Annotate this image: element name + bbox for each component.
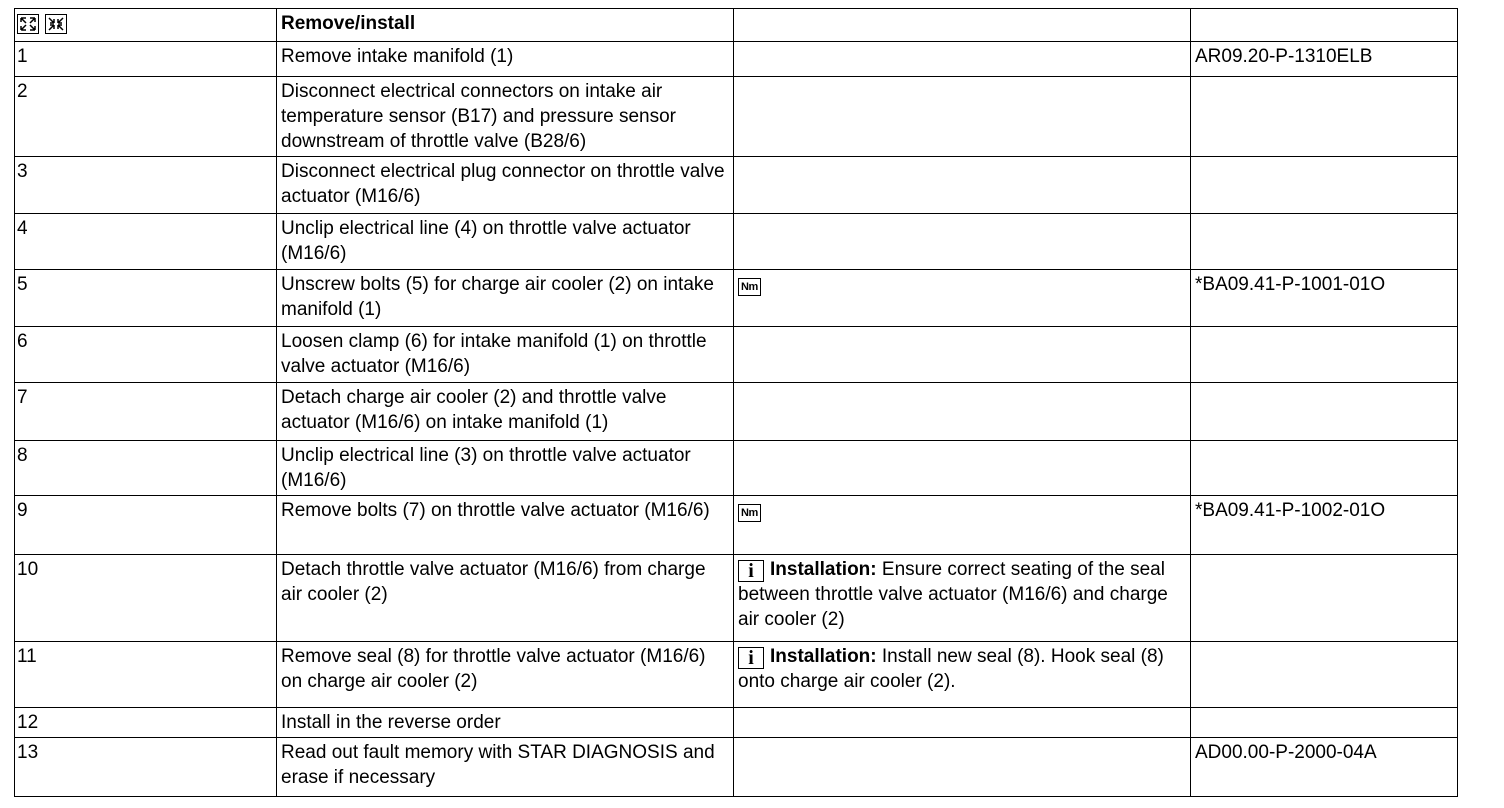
procedure-table: [14, 8, 1458, 797]
note-text: Install new seal (8). Hook seal (8) onto charge air cooler (2).: [738, 646, 1164, 692]
step-instruction: Remove bolts (7) on throttle valve actuator (M16/6): [277, 496, 734, 555]
step-instruction: Disconnect electrical plug connector on throttle valve actuator (M16/6): [277, 157, 734, 214]
torque-nm-icon[interactable]: Nm: [738, 504, 761, 522]
step-reference-cell: [1191, 496, 1458, 555]
header-empty-cell: [1191, 9, 1458, 42]
step-number: 5: [15, 270, 277, 327]
step-number: 7: [15, 383, 277, 441]
step-number: 1: [15, 42, 277, 77]
step-note-cell: [734, 42, 1191, 77]
step-row: [15, 327, 1458, 383]
step-note-cell: [734, 383, 1191, 441]
step-instruction: Unclip electrical line (4) on throttle valve actuator (M16/6): [277, 214, 734, 270]
step-number: 6: [15, 327, 277, 383]
step-reference-cell: [1191, 214, 1458, 270]
step-reference-cell: [1191, 42, 1458, 77]
step-reference-cell: [1191, 77, 1458, 157]
step-note-cell: [734, 214, 1191, 270]
expand-all-icon[interactable]: [17, 14, 39, 34]
note-text: Ensure correct seating of the seal between throttle valve actuator (M16/6) and charge air cooler (2): [738, 559, 1168, 630]
step-row: [15, 441, 1458, 496]
step-row: [15, 270, 1458, 327]
header-title: Remove/install: [277, 9, 734, 42]
step-row: [15, 642, 1458, 708]
step-reference-cell: [1191, 642, 1458, 708]
step-number: 9: [15, 496, 277, 555]
header-row: [15, 9, 1458, 42]
step-note-cell: [734, 270, 1191, 327]
step-instruction: Detach charge air cooler (2) and throttle valve actuator (M16/6) on intake manifold (1): [277, 383, 734, 441]
step-number: 13: [15, 738, 277, 797]
note-label: Installation:: [770, 559, 877, 580]
step-reference-cell: [1191, 555, 1458, 642]
step-instruction: Install in the reverse order: [277, 708, 734, 738]
step-row: [15, 214, 1458, 270]
step-note-cell: [734, 327, 1191, 383]
step-instruction: Detach throttle valve actuator (M16/6) from charge air cooler (2): [277, 555, 734, 642]
step-note-cell: [734, 708, 1191, 738]
step-row: [15, 555, 1458, 642]
step-note-cell: [734, 555, 1191, 642]
step-note-cell: [734, 157, 1191, 214]
step-instruction: Remove seal (8) for throttle valve actuator (M16/6) on charge air cooler (2): [277, 642, 734, 708]
document-reference-link[interactable]: *BA09.41-P-1001-01O: [1195, 274, 1386, 295]
document-reference-link[interactable]: *BA09.41-P-1002-01O: [1195, 500, 1386, 521]
step-reference-cell: [1191, 383, 1458, 441]
step-instruction: Remove intake manifold (1): [277, 42, 734, 77]
step-instruction: Read out fault memory with STAR DIAGNOSIS and erase if necessary: [277, 738, 734, 797]
step-note-cell: [734, 441, 1191, 496]
step-row: [15, 77, 1458, 157]
step-reference-cell: [1191, 327, 1458, 383]
step-row: [15, 42, 1458, 77]
header-icons-cell: [15, 9, 277, 42]
step-instruction: Unclip electrical line (3) on throttle valve actuator (M16/6): [277, 441, 734, 496]
note-label: Installation:: [770, 646, 877, 667]
step-row: [15, 157, 1458, 214]
document-reference-link[interactable]: AD00.00-P-2000-04A: [1195, 742, 1377, 763]
info-icon: i: [738, 647, 764, 669]
step-number: 11: [15, 642, 277, 708]
header-empty-cell: [734, 9, 1191, 42]
step-reference-cell: [1191, 441, 1458, 496]
step-note-cell: [734, 642, 1191, 708]
step-note-cell: [734, 496, 1191, 555]
step-number: 12: [15, 708, 277, 738]
step-row: [15, 708, 1458, 738]
step-note-cell: [734, 77, 1191, 157]
step-number: 3: [15, 157, 277, 214]
step-instruction: Disconnect electrical connectors on intake air temperature sensor (B17) and pressure sensor downstream of throttle valve (B28/6): [277, 77, 734, 157]
step-reference-cell: [1191, 738, 1458, 797]
info-icon: i: [738, 560, 764, 582]
step-reference-cell: [1191, 157, 1458, 214]
step-reference-cell: [1191, 708, 1458, 738]
step-reference-cell: [1191, 270, 1458, 327]
document-reference-link[interactable]: AR09.20-P-1310ELB: [1195, 46, 1373, 67]
step-instruction: Unscrew bolts (5) for charge air cooler (2) on intake manifold (1): [277, 270, 734, 327]
step-number: 4: [15, 214, 277, 270]
step-note-cell: [734, 738, 1191, 797]
torque-nm-icon[interactable]: Nm: [738, 278, 761, 296]
collapse-all-icon[interactable]: [45, 14, 67, 34]
step-row: [15, 383, 1458, 441]
step-number: 2: [15, 77, 277, 157]
step-number: 8: [15, 441, 277, 496]
step-instruction: Loosen clamp (6) for intake manifold (1) on throttle valve actuator (M16/6): [277, 327, 734, 383]
step-row: [15, 496, 1458, 555]
step-row: [15, 738, 1458, 797]
step-number: 10: [15, 555, 277, 642]
